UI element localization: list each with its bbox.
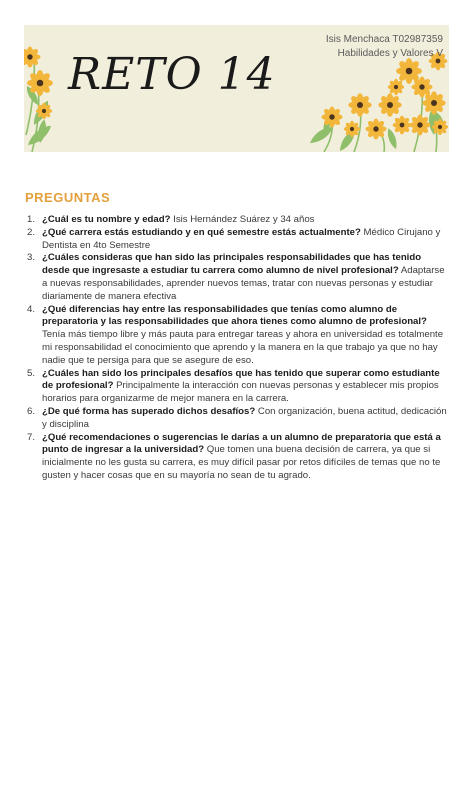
header-banner (24, 25, 449, 152)
flower-icon (344, 121, 360, 137)
question-text: ¿De qué forma has superado dichos desafíos? (42, 405, 256, 417)
list-item: 6. ¿De qué forma has superado dichos desafíos? Con organización, buena actitud, dedicación y disciplina (27, 405, 447, 430)
list-item: 4. ¿Qué diferencias hay entre las responsabilidades que tenías como alumno de preparatoria y las responsabilidades que ahora tienes como alumno de profesional? Tenía más tiempo libre y más pauta para entregar tareas y ahora en universidad es totalmente mi responsabilidad el conocimiento que aprendo y la manera en la que trabajo ya que no hay nadie que te persiga para que se asegure de eso. (27, 303, 444, 366)
author-info (326, 33, 443, 61)
section-title: PREGUNTAS (25, 190, 111, 205)
list-item: 7. ¿Qué recomendaciones o sugerencias le darías a un alumno de preparatoria que está a punto de ingresar a la universidad? Que tomen una buena decisión de carrera, ya que si inicialmente no les gusta su carrera, es muy difícil pasar por retos difíciles de temas que no te gusten y hacer cosas que en su mayoría no sean de tu agrado. (27, 431, 441, 481)
list-item: 2. ¿Qué carrera estás estudiando y en qué semestre estás actualmente? Médico Cirujano y Dentista en 4to Semestre (27, 226, 441, 251)
list-item: 5. ¿Cuáles han sido los principales desafíos que has tenido que superar como estudiante de profesional? Principalmente la interacción con nuevas personas y establecer mis propios horarios para organizarme de mejor manera en la carrera. (27, 367, 440, 405)
flower-icon (348, 93, 371, 116)
question-text: ¿Cuáles han sido los principales desafíos que has tenido que superar como estudiante de profesional? (42, 367, 440, 392)
question-text: ¿Qué diferencias hay entre las responsabilidades que tenías como alumno de preparatoria y las responsabilidades que ahora tienes como alumno de profesional? (42, 303, 427, 328)
questions-list (25, 214, 449, 483)
flower-icon (393, 116, 412, 135)
flower-icon (365, 118, 386, 139)
answer-text: Tenía más tiempo libre y más pauta para entregar tareas y ahora en universidad es totalmente mi responsabilidad el conocimiento que aprendo y la manera en la que trabajo ya que no hay nadie que te persiga para que se asegure de eso. (42, 329, 444, 366)
author-name: Isis Menchaca T02987359 (325, 34, 443, 45)
flower-icon (321, 106, 342, 127)
page-title: RETO 14 (68, 49, 276, 100)
flower-icon (409, 114, 430, 135)
answer-text: Principalmente la interacción con nuevas personas y establecer mis propios horarios para organizarme de mejor manera en la carrera. (42, 380, 439, 405)
question-text: ¿Cuál es tu nombre y edad? (42, 214, 171, 225)
answer-text: Médico Cirujano y Dentista en 4to Semestre (42, 226, 441, 251)
list-item: 3. ¿Cuáles consideras que han sido las principales responsabilidades que has tenido desde que ingresaste a estudiar tu carrera como alumno de nivel profesional? Adaptarse a nuevas responsabilidades, aprender nuevos temas, tratar con nuevas personas y estudiar diariamente de manera efectiva (27, 252, 445, 302)
flower-icon (432, 119, 448, 135)
answer-text: Con organización, buena actitud, dedicación y disciplina (42, 405, 447, 430)
flower-icon (24, 46, 41, 67)
question-text: ¿Qué carrera estás estudiando y en qué semestre estás actualmente? (42, 226, 361, 238)
list-item: 1. ¿Cuál es tu nombre y edad? Isis Hernández Suárez y 34 años (27, 214, 315, 225)
answer-text: Isis Hernández Suárez y 34 años (173, 214, 315, 225)
flower-icon (422, 91, 445, 114)
answer-text: Adaptarse a nuevas responsabilidades, aprender nuevos temas, tratar con nuevas personas y estudiar diariamente de manera efectiva (42, 265, 445, 302)
flower-icon (378, 93, 401, 116)
question-text: ¿Qué recomendaciones o sugerencias le darías a un alumno de preparatoria que está a punto de ingresar a la universidad? (42, 431, 441, 456)
flower-icon (388, 79, 404, 95)
answer-text: Que tomen una buena decisión de carrera, ya que si inicialmente no les gusta su carrera, es muy difícil pasar por retos difíciles de temas que no te gusten y hacer cosas que en su mayoría no sean de tu agrado. (42, 444, 441, 481)
question-text: ¿Cuáles consideras que han sido las principales responsabilidades que has tenido desde que ingresaste a estudiar tu carrera como alumno de nivel profesional? (42, 252, 422, 277)
flower-icon (27, 70, 53, 96)
flower-icon (411, 76, 432, 97)
flower-icon (36, 103, 52, 119)
course-name: Habilidades y Valores V (337, 48, 443, 59)
